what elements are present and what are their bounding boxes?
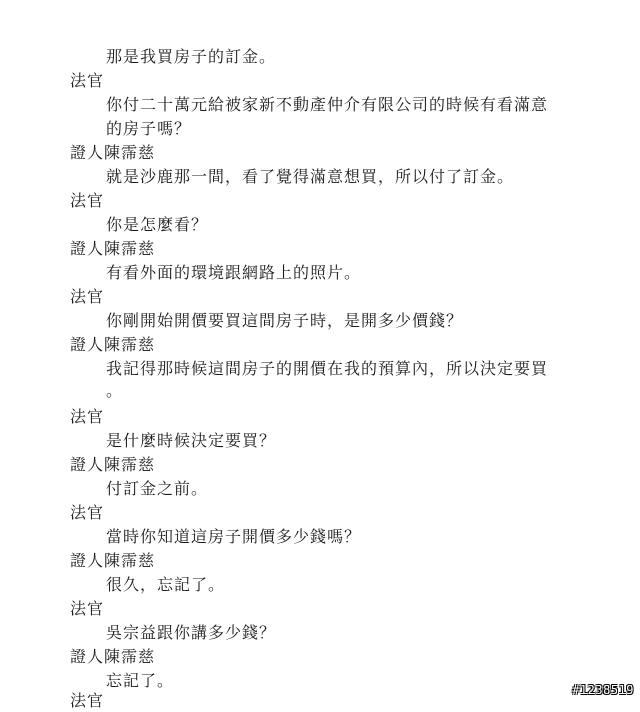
testimony-line: 吳宗益跟你講多少錢？ xyxy=(106,623,277,642)
testimony-line: 我記得那時候這間房子的開價在我的預算內，所以決定要買 xyxy=(106,359,549,378)
testimony-line: 是什麼時候決定要買？ xyxy=(106,431,277,450)
testimony-line: 。 xyxy=(106,381,124,400)
speaker-label: 法官 xyxy=(70,599,105,618)
speaker-label: 證人陳霈慈 xyxy=(70,551,156,570)
speaker-label: 法官 xyxy=(70,191,105,210)
testimony-line: 當時你知道這房子開價多少錢嗎？ xyxy=(106,527,362,546)
speaker-label: 法官 xyxy=(70,287,105,306)
speaker-label: 證人陳霈慈 xyxy=(70,239,156,258)
testimony-line: 那是我買房子的訂金。 xyxy=(106,47,277,66)
speaker-label: 法官 xyxy=(70,503,105,522)
testimony-line: 付訂金之前。 xyxy=(106,479,209,498)
testimony-line: 你剛開始開價要買這間房子時，是開多少價錢？ xyxy=(106,311,464,330)
testimony-line: 就是沙鹿那一間，看了覺得滿意想買，所以付了訂金。 xyxy=(106,167,515,186)
testimony-line: 忘記了。 xyxy=(106,671,175,690)
speaker-label: 證人陳霈慈 xyxy=(70,143,156,162)
speaker-label: 證人陳霈慈 xyxy=(70,647,156,666)
testimony-line: 你付二十萬元給被家新不動產仲介有限公司的時候有看滿意 xyxy=(106,95,549,114)
speaker-label: 法官 xyxy=(70,691,105,710)
speaker-label: 證人陳霈慈 xyxy=(70,455,156,474)
speaker-label: 法官 xyxy=(70,71,105,90)
speaker-label: 證人陳霈慈 xyxy=(70,335,156,354)
testimony-line: 你是怎麼看？ xyxy=(106,215,209,234)
testimony-line: 有看外面的環境跟網路上的照片。 xyxy=(106,263,362,282)
testimony-line: 很久，忘記了。 xyxy=(106,575,226,594)
speaker-label: 法官 xyxy=(70,407,105,426)
testimony-line: 的房子嗎？ xyxy=(106,119,192,138)
document-id-watermark: #1238519 xyxy=(572,683,634,697)
